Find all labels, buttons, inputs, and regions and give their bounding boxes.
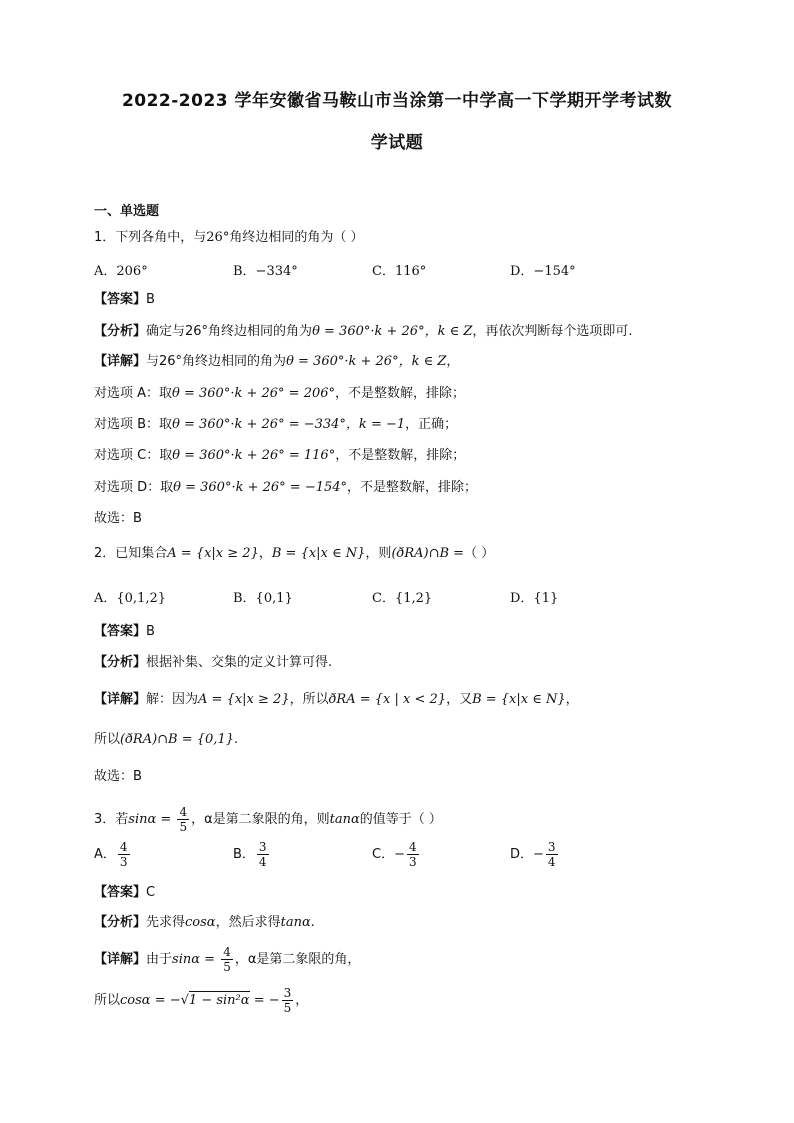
q2-options xyxy=(94,587,714,623)
q2-result: 所以(ðRA)∩B = {0,1}. xyxy=(94,732,239,747)
q1-option-c[interactable]: C．116° xyxy=(372,264,427,279)
q3-sqrt-radicand: 1 − sin²α xyxy=(188,993,250,1008)
q2-analysis: 【分析】根据补集、交集的定义计算可得. xyxy=(94,655,333,670)
q1-detail: 【详解】与26°角终边相同的角为θ = 360°·k + 26°，k ∈ Z， xyxy=(94,354,460,369)
q2-option-a[interactable]: A．{0,1,2} xyxy=(94,591,167,606)
q1-option-d[interactable]: D．−154° xyxy=(510,264,576,279)
q1-check-d: 对选项 D：取θ = 360°·k + 26° = −154°，不是整数解，排除； xyxy=(94,480,478,495)
q3-answer: 【答案】C xyxy=(94,885,156,900)
q1-check-c: 对选项 C：取θ = 360°·k + 26° = 116°，不是整数解，排除； xyxy=(94,448,466,463)
q1-check-a: 对选项 A：取θ = 360°·k + 26° = 206°，不是整数解，排除； xyxy=(94,386,466,401)
q3-analysis: 【分析】先求得cosα，然后求得tanα. xyxy=(94,915,315,930)
q3-option-b[interactable]: B． $\frac{3}{4}$ xyxy=(233,840,267,869)
q3-detail: 【详解】由于sinα = $\frac{4}{5}$ ，α是第二象限的角， xyxy=(94,945,361,974)
q2-stem: 2．已知集合A = {x|x ≥ 2}，B = {x|x ∈ N}，则(ðRA)∩B =（ ） xyxy=(94,546,495,561)
q1-answer: 【答案】B xyxy=(94,292,155,307)
q2-answer: 【答案】B xyxy=(94,624,155,639)
q2-option-c[interactable]: C．{1,2} xyxy=(372,591,433,606)
paper-title-line1: 2022-2023 学年安徽省马鞍山市当涂第一中学高一下学期开学考试数 xyxy=(121,91,673,111)
paper-title-line2: 学试题 xyxy=(370,133,424,153)
q3-stem-fraction: $\frac{4}{5}$ xyxy=(179,805,188,834)
q1-option-b[interactable]: B．−334° xyxy=(233,264,298,279)
q3-option-d[interactable]: D．− $\frac{3}{4}$ xyxy=(510,840,556,869)
q2-detail: 【详解】解：因为A = {x|x ≥ 2}，所以ðRA = {x | x < 2}，又B = {x|x ∈ N}， xyxy=(94,692,579,707)
q1-check-b: 对选项 B：取θ = 360°·k + 26° = −334°，k = −1，正确； xyxy=(94,417,458,432)
q2-option-b[interactable]: B．{0,1} xyxy=(233,591,293,606)
q3-stem: 3．若sinα = $\frac{4}{5}$ ，α是第二象限的角，则tanα的值等于（ ） xyxy=(94,805,442,834)
q1-conclusion: 故选：B xyxy=(94,511,142,526)
q1-option-a[interactable]: A．206° xyxy=(94,264,148,279)
q1-options xyxy=(94,260,714,296)
q1-analysis: 【分析】确定与26°角终边相同的角为θ = 360°·k + 26°，k ∈ Z，再依次判断每个选项即可. xyxy=(94,324,633,339)
q3-option-c[interactable]: C．− $\frac{4}{3}$ xyxy=(372,840,417,869)
q3-result: 所以cosα = −√1 − sin²α = − $\frac{3}{5}$ ， xyxy=(94,986,309,1015)
q3-option-a[interactable]: A． $\frac{4}{3}$ xyxy=(94,840,128,869)
q2-conclusion: 故选：B xyxy=(94,769,142,784)
q1-stem: 1．下列各角中，与26°角终边相同的角为（ ） xyxy=(94,230,364,245)
q2-option-d[interactable]: D．{1} xyxy=(510,591,559,606)
section-heading: 一、单选题 xyxy=(94,204,160,219)
q3-options xyxy=(94,840,714,876)
